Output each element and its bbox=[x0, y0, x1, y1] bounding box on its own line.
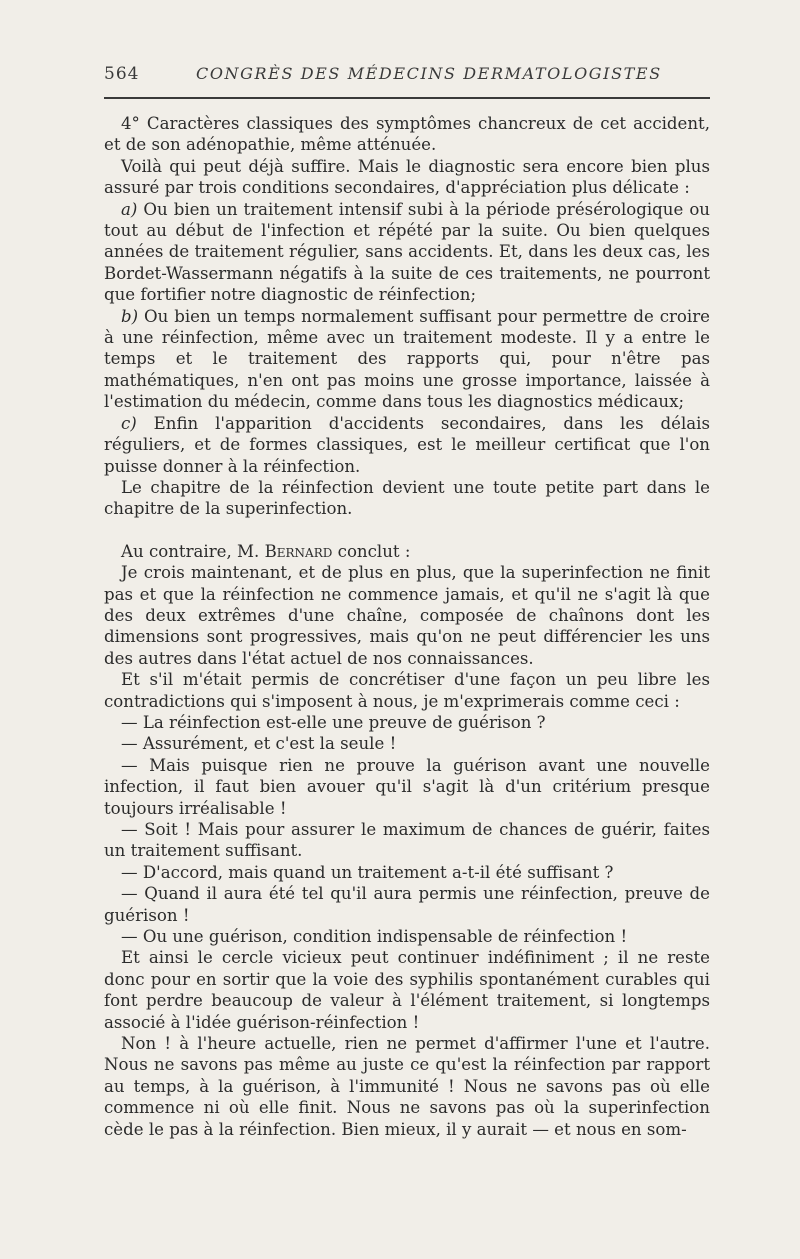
paragraph: Et ainsi le cercle vicieux peut continuer indéfiniment ; il ne reste donc pour en sortir que la voie des syphilis spontanément curables qui font perdre beaucoup de valeur à l'élément traitement, si longtemps associé à l'idée guérison-réinfection ! bbox=[104, 948, 710, 1032]
dialogue-line: — Quand il aura été tel qu'il aura permis une réinfection, preuve de guérison ! bbox=[104, 884, 710, 925]
paragraph: Je crois maintenant, et de plus en plus, que la superinfection ne finit pas et que la réinfection ne commence jamais, et qu'il ne s'agit là que des deux extrêmes d'une chaîne, composée de chaînons dont les dimensions sont progressives, mais qu'on ne peut différencier les uns des autres dans l'état actuel de nos connaissances. bbox=[104, 563, 710, 668]
intro-text: conclut : bbox=[332, 541, 411, 561]
condition-text: Enfin l'apparition d'accidents secondaires, dans les délais réguliers, et de formes classiques, est le meilleur certificat que l'on puisse donner à la réinfection. bbox=[104, 413, 710, 476]
condition-label: b) bbox=[121, 306, 139, 326]
dialogue-line: — Assurément, et c'est la seule ! bbox=[121, 734, 397, 754]
page-header bbox=[104, 64, 710, 88]
paragraph-condition-c bbox=[104, 413, 710, 477]
condition-text: Ou bien un traitement intensif subi à la période présérologique ou tout au début de l'infection et répété par la suite. Ou bien quelques années de traitement régulier, sans accidents. Et, dans les deux cas, les Bordet-Wassermann négatifs à la suite de ces traitements, ne pourront que fortifier notre diagnostic de réinfection; bbox=[104, 199, 710, 305]
intro-text: Au contraire, M. bbox=[121, 541, 265, 561]
dialogue-line: — Soit ! Mais pour assurer le maximum de chances de guérir, faites un traitement suffisant. bbox=[104, 820, 710, 861]
body-text bbox=[104, 113, 710, 1140]
condition-text: Ou bien un temps normalement suffisant pour permettre de croire à une réinfection, même avec un traitement modeste. Il y a entre le temps et le traitement des rapports qui, pour n'être pas mathématiques, n'en ont pas moins une grosse importance, laissée à l'estimation du médecin, comme dans tous les diagnostics médicaux; bbox=[104, 306, 710, 412]
paragraph: Non ! à l'heure actuelle, rien ne permet d'affirmer l'une et l'autre. Nous ne savons pas même au juste ce qu'est la réinfection par rapport au temps, à la guérison, à l'immunité ! Nous ne savons pas où elle commence ni où elle finit. Nous ne savons pas où la superinfection cède le pas à la réinfection. Bien mieux, il y aurait — et nous en som- bbox=[104, 1034, 710, 1139]
paragraph: 4° Caractères classiques des symptômes chancreux de cet accident, et de son adénopathie, même atténuée. bbox=[104, 114, 710, 155]
page-number: 564 bbox=[104, 64, 140, 84]
condition-label: c) bbox=[121, 413, 137, 433]
paragraph-bernard-intro bbox=[104, 541, 710, 562]
paragraph-condition-a bbox=[104, 199, 710, 306]
header-rule bbox=[104, 97, 710, 99]
paragraph-condition-b bbox=[104, 306, 710, 413]
condition-label: a) bbox=[121, 199, 138, 219]
paragraph: Le chapitre de la réinfection devient une toute petite part dans le chapitre de la superinfection. bbox=[104, 477, 710, 519]
paragraph: Voilà qui peut déjà suffire. Mais le diagnostic sera encore bien plus assuré par trois conditions secondaires, d'appréciation plus délicate : bbox=[104, 156, 710, 198]
dialogue-line: — Ou une guérison, condition indispensable de réinfection ! bbox=[121, 927, 628, 947]
dialogue-line: — La réinfection est-elle une preuve de guérison ? bbox=[121, 712, 546, 732]
dialogue-line: — Mais puisque rien ne prouve la guérison avant une nouvelle infection, il faut bien avouer qu'il s'agit là d'un critérium presque toujours irréalisable ! bbox=[104, 755, 710, 818]
dialogue-line: — D'accord, mais quand un traitement a-t-il été suffisant ? bbox=[121, 862, 614, 882]
running-title: CONGRÈS DES MÉDECINS DERMATOLOGISTES bbox=[196, 64, 662, 83]
author-name: Bernard bbox=[264, 541, 333, 561]
paragraph: Et s'il m'était permis de concrétiser d'une façon un peu libre les contradictions qui s'imposent à nous, je m'exprimerais comme ceci : bbox=[104, 670, 710, 711]
